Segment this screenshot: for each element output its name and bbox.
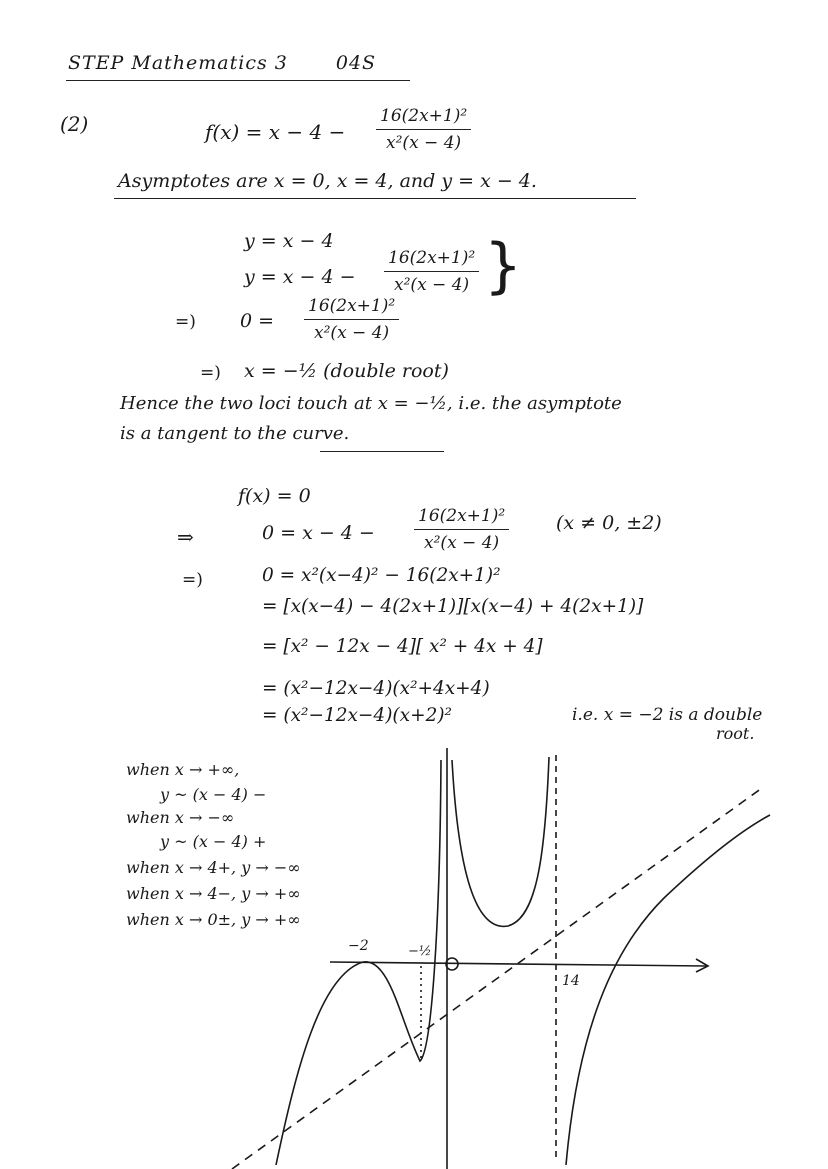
roots-step-2: = [x(x−4) − 4(2x+1)][x(x−4) + 4(2x+1)] (262, 596, 644, 617)
roots-step-1: 0 = x²(x−4)² − 16(2x+1)² (262, 565, 501, 586)
title-text: STEP Mathematics 3 (68, 52, 288, 74)
conclusion-line2: is a tangent to the curve. (120, 423, 350, 444)
curve-middle-branch (452, 757, 549, 926)
roots-numerator: 16(2x+1)² (414, 506, 509, 530)
function-lhs: f(x) = x − 4 − (205, 120, 346, 144)
roots-step-3: = [x² − 12x − 4][ x² + 4x + 4] (262, 636, 543, 657)
double-root-note-cont: root. (716, 724, 755, 743)
conclusion-line1: Hence the two loci touch at x = −½, i.e. the asymptote (120, 393, 622, 414)
double-root-note: i.e. x = −2 is a double (572, 705, 763, 725)
system-eq2-denominator: x²(x − 4) (394, 275, 470, 295)
system-eq2-numerator: 16(2x+1)² (384, 248, 479, 272)
system-eq1: y = x − 4 (244, 230, 334, 252)
roots-denominator: x²(x − 4) (424, 533, 500, 553)
implication1-denominator: x²(x − 4) (314, 323, 390, 343)
limit-3: when x → −∞ (126, 808, 235, 827)
implication2-text: x = −½ (double root) (244, 360, 449, 382)
limit-6: when x → 4−, y → +∞ (126, 884, 301, 903)
paper-code: 04S (335, 52, 377, 74)
oblique-asymptote (232, 788, 762, 1169)
part-label: (2) (60, 112, 89, 136)
curve-right-branch (566, 815, 770, 1165)
function-numerator: 16(2x+1)² (376, 106, 471, 130)
label-minus-half: −½ (408, 944, 432, 959)
roots-condition: (x ≠ 0, ±2) (556, 512, 662, 534)
limit-7: when x → 0±, y → +∞ (126, 910, 301, 929)
implication1-arrow: =) (175, 312, 196, 332)
limit-4: y ~ (x − 4) + (160, 832, 267, 851)
limit-5: when x → 4+, y → −∞ (126, 858, 301, 877)
roots-step-5: = (x²−12x−4)(x+2)² (262, 705, 452, 726)
label-minus-two: −2 (348, 938, 369, 954)
limit-2: y ~ (x − 4) − (160, 785, 267, 804)
roots-step-4: = (x²−12x−4)(x²+4x+4) (262, 678, 490, 699)
asymptotes-statement: Asymptotes are x = 0, x = 4, and y = x − 4. (118, 170, 537, 192)
roots-eq-lhs: 0 = x − 4 − (262, 522, 375, 544)
system-eq2-lhs: y = x − 4 − (244, 266, 356, 288)
function-denominator: x²(x − 4) (386, 133, 462, 153)
fx-equals-zero: f(x) = 0 (238, 485, 311, 507)
implication2-arrow: =) (200, 363, 221, 383)
label-fourteen: 14 (562, 973, 580, 989)
limit-1: when x → +∞, (126, 760, 240, 779)
roots-arrow1: ⇒ (177, 525, 194, 549)
implication1-numerator: 16(2x+1)² (304, 296, 399, 320)
system-brace: } (484, 231, 523, 301)
implication1-lhs: 0 = (240, 310, 275, 332)
roots-arrow2: =) (182, 570, 203, 590)
